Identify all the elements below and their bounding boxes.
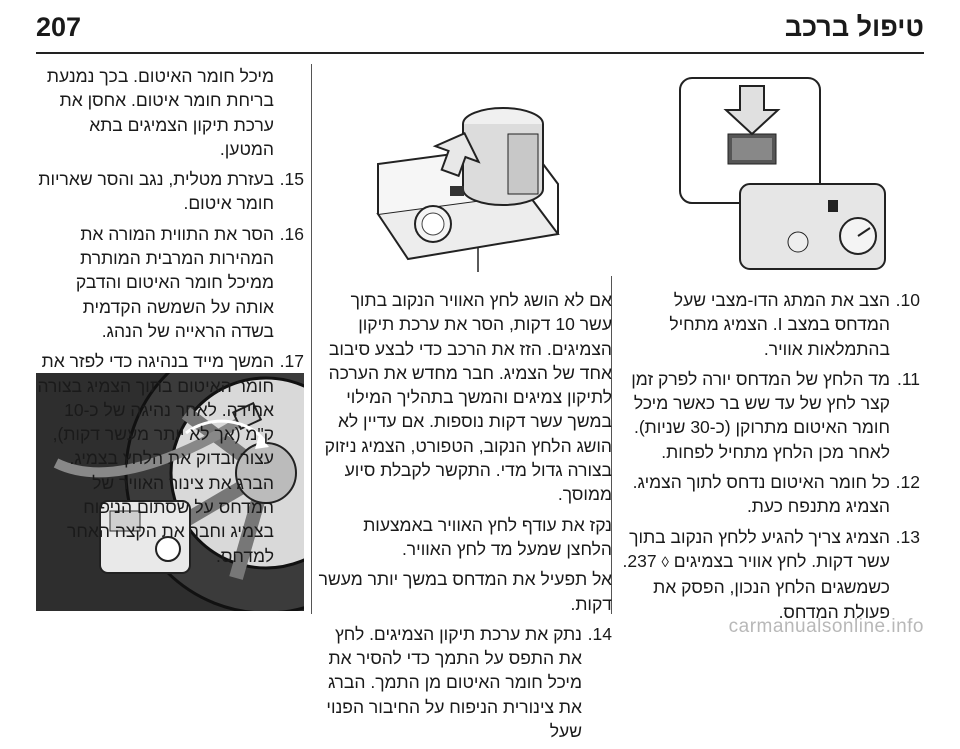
- step-number: 10.: [895, 290, 920, 310]
- step-text-after: כשמשגים הלחץ הנכון, הפסק את פעולת המדחס.: [653, 577, 890, 622]
- page-reference[interactable]: 237: [627, 550, 657, 571]
- step-11: [620, 367, 920, 464]
- step-text: המשך מייד בנהיגה כדי לפזר את חומר האיטום בתוך הצמיג בצורה אחידה. לאחר נהיגה של כ-10 ק"מ (אך לא יותר מעשר דקות), עצור ובדוק את הלחץ בצמיג. הברג את צינור האוויר של המדחס על שסתום הניפוח בצמיג וחבר את הקצה האחר למדחס.: [37, 351, 274, 566]
- step-number: 15.: [279, 169, 304, 190]
- left-column: [36, 64, 304, 574]
- step-number: 13.: [895, 526, 920, 547]
- step-text: כל חומר האיטום נדחס לתוך הצמיג. הצמיג מתנפח כעת.: [632, 472, 890, 517]
- sealant-bottle-figure: [318, 64, 612, 276]
- middle-column: [318, 288, 612, 749]
- page-number: 207: [36, 12, 82, 42]
- step-text: הסר את התווית המורה את המהירות המרבית המותרת ממיכל חומר האיטום והדבק אותה על השמשה הקדמית בשדה הראייה של הנהג.: [75, 223, 274, 341]
- column-divider-left: [311, 64, 312, 614]
- step-15: [36, 167, 304, 216]
- step-number: 11.: [896, 368, 920, 389]
- step-14-continued: מיכל חומר האיטום. בכך נמנעת בריחת חומר איטום. אחסן את ערכת תיקון הצמיגים בתא המטען.: [46, 66, 274, 159]
- compressor-switch-figure: [620, 64, 920, 276]
- watermark: carmanualsonline.info: [728, 616, 924, 637]
- step-17: [36, 349, 304, 568]
- paragraph: אם לא הושג לחץ האוויר הנקוב בתוך עשר 10 דקות, הסר את ערכת תיקון הצמיגים. הזז את הרכב כדי לבצע סיבוב אחד של הצמיג. חבר מחדש את הערכה לתיקון צמיגים והמשך בתהליך המילוי במשך עשר דקות נוספות. אם עדיין לא הושג הלחץ הנקוב, הטפורט, הצמיג ניזוק בצורה גדול מדי. התקשר לקבלת סיוע ממוסך.: [324, 290, 612, 505]
- step-text: הצב את המתג הדו-מצבי שעל המדחס במצב I. הצמיג מתחיל בהתמלאות אוויר.: [669, 290, 890, 359]
- step-number: 16.: [279, 223, 304, 244]
- paragraph: נקז את עודף לחץ האוויר באמצעות הלחצן שמעל מד לחץ האוויר.: [363, 514, 612, 559]
- step-16: [36, 222, 304, 343]
- step-14: [318, 622, 612, 743]
- compressor-switch-illustration: [620, 64, 920, 276]
- header-rule: [36, 52, 924, 54]
- step-text: מד הלחץ של המדחס יורה לפרק זמן קצר לחץ של עד שש בר כאשר מיכל חומר האיטום מתרוקן (כ-30 שניות). לאחר מכן הלחץ מתחיל לפחות.: [631, 368, 890, 462]
- reference-arrow-icon: ◊: [661, 553, 669, 571]
- sealant-bottle-illustration: [318, 64, 612, 276]
- step-text: נתק את ערכת תיקון הצמיגים. לחץ את התפס על התמך כדי להסיר את מיכל חומר האיטום מן התמך. הברג את צינורית הניפוח על החיבור הפנוי שעל: [326, 623, 582, 742]
- step-text: בעזרת מטלית, נגב והסר שאריות חומר איטום.: [38, 169, 274, 214]
- step-number: 14.: [587, 623, 612, 644]
- step-text: הצמיג צריך להגיע ללחץ הנקוב בתוך עשר דקות. לחץ אוויר בצמיגים: [629, 526, 890, 571]
- right-column: [620, 288, 920, 630]
- page-title: טיפול ברכב: [784, 12, 924, 42]
- step-13: 13. הצמיג צריך להגיע ללחץ הנקוב בתוך עשר דקות. לחץ אוויר בצמיגים ◊ 237. כשמשגים הלחץ הנכון, הפסק את פעולת המדחס.: [620, 525, 920, 624]
- step-12: [620, 470, 920, 519]
- step-number: 12.: [895, 472, 920, 493]
- step-number: 17.: [279, 351, 304, 372]
- step-10: [620, 288, 920, 361]
- paragraph: אל תפעיל את המדחס במשך יותר מעשר דקות.: [318, 569, 612, 614]
